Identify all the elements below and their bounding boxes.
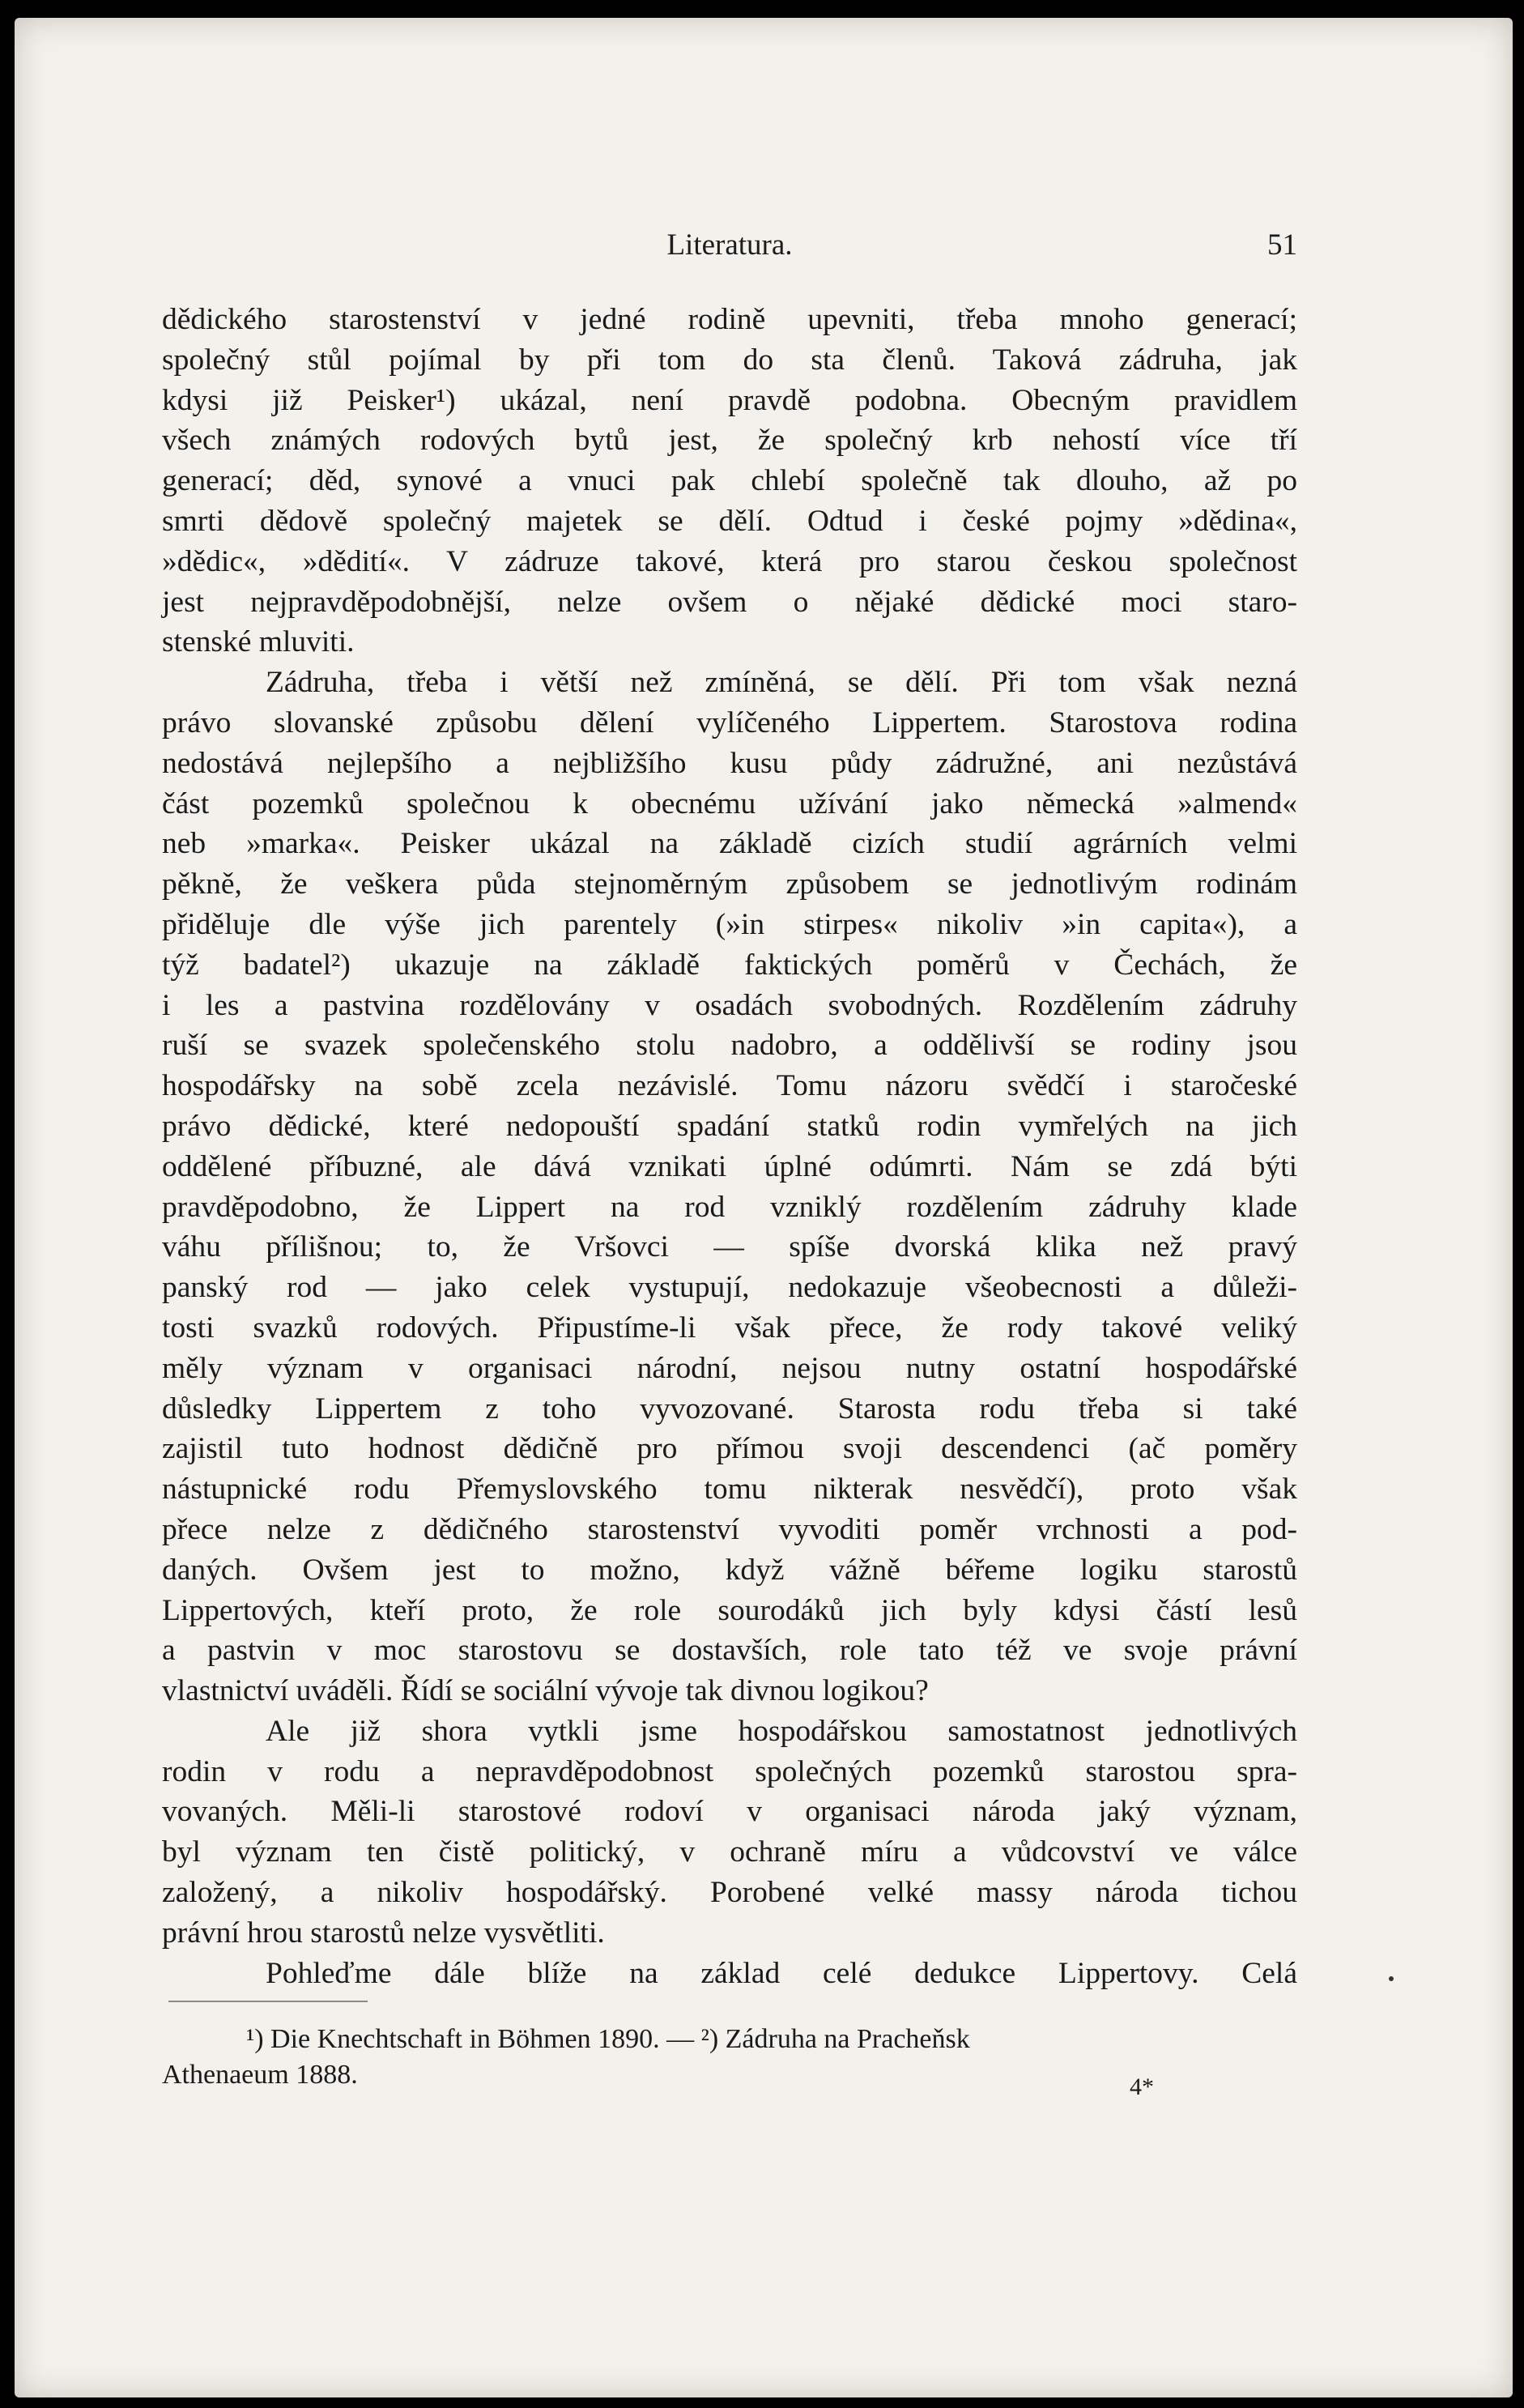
text-line: vovaných. Měli-li starostové rodoví v organisaci národa jaký význam,: [162, 1795, 1297, 1829]
text-line: zajistil tuto hodnost dědičně pro přímou svoji descendenci (ač poměry: [162, 1432, 1297, 1466]
text-line: rodin v rodu a nepravděpodobnost společných pozemků starostou spra-: [162, 1754, 1297, 1788]
text-line: ruší se svazek společenského stolu nadobro, a oddělivší se rodiny jsou: [162, 1029, 1297, 1063]
text-line: nedostává nejlepšího a nejbližšího kusu půdy zádružné, ani nezůstává: [162, 746, 1297, 780]
text-line: důsledky Lippertem z toho vyvozované. Starosta rodu třeba si také: [162, 1392, 1297, 1426]
text-line: právo slovanské způsobu dělení vylíčeného Lippertem. Starostova rodina: [162, 705, 1297, 739]
running-head: [162, 228, 1297, 268]
text-line: měly význam v organisaci národní, nejsou nutny ostatní hospodářské: [162, 1351, 1297, 1385]
footnote-divider: [168, 2001, 368, 2002]
text-line: tosti svazků rodových. Připustíme-li však přece, že rody takové veliký: [162, 1311, 1297, 1345]
footnotes: [162, 2022, 1297, 2093]
text-line: oddělené příbuzné, ale dává vznikati úplné odúmrti. Nám se zdá býti: [162, 1149, 1297, 1183]
text-line: pravděpodobno, že Lippert na rod vzniklý rozdělením zádruhy klade: [162, 1190, 1297, 1224]
text-line: smrti dědově společný majetek se dělí. Odtud i české pojmy »dědina«,: [162, 504, 1297, 538]
body-text: [162, 300, 1297, 1993]
text-line: část pozemků společnou k obecnému užívání jako německá »almend«: [162, 786, 1297, 820]
text-line: váhu přílišnou; to, že Vršovci — spíše dvorská klika než pravý: [162, 1230, 1297, 1264]
text-line: přece nelze z dědičného starostenství vyvoditi poměr vrchnosti a pod-: [162, 1512, 1297, 1546]
text-line: stenské mluviti.: [162, 625, 355, 659]
text-line: Ale již shora vytkli jsme hospodářskou samostatnost jednotlivých: [266, 1714, 1297, 1748]
text-line: právo dědické, které nedopouští spadání statků rodin vymřelých na jich: [162, 1109, 1297, 1143]
text-line: Lippertových, kteří proto, že role sourodáků jich byly kdysi částí lesů: [162, 1593, 1297, 1627]
text-line: jest nejpravděpodobnější, nelze ovšem o nějaké dědické moci staro-: [162, 585, 1297, 619]
footnote-line: Athenaeum 1888.: [162, 2060, 358, 2090]
text-line: hospodářsky na sobě zcela nezávislé. Tomu názoru svědčí i staročeské: [162, 1069, 1297, 1103]
text-line: a pastvin v moc starostovu se dostavších, role tato též ve svoje právní: [162, 1634, 1297, 1668]
text-line: dědického starostenství v jedné rodině upevniti, třeba mnoho generací;: [162, 303, 1297, 336]
text-line: pěkně, že veškera půda stejnoměrným způsobem se jednotlivým rodinám: [162, 867, 1297, 901]
text-line: společný stůl pojímal by při tom do sta členů. Taková zádruha, jak: [162, 343, 1297, 377]
text-line: nástupnické rodu Přemyslovského tomu nikterak nesvědčí), proto však: [162, 1473, 1297, 1507]
text-line: vlastnictví uváděli. Řídí se sociální vývoje tak divnou logikou?: [162, 1674, 929, 1708]
footnote-line: ¹) Die Knechtschaft in Böhmen 1890. — ²) Zádruha na Pracheňsk: [246, 2024, 970, 2054]
scan-speck: [1389, 1976, 1394, 1981]
text-line: kdysi již Peisker¹) ukázal, není pravdě podobna. Obecným pravidlem: [162, 383, 1297, 417]
text-line: Pohleďme dále blíže na základ celé dedukce Lippertovy. Celá: [266, 1956, 1297, 1990]
text-line: přiděluje dle výše jich parentely (»in stirpes« nikoliv »in capita«), a: [162, 907, 1297, 941]
text-line: právní hrou starostů nelze vysvětliti.: [162, 1916, 605, 1950]
page-number: 51: [1267, 228, 1297, 262]
text-line: všech známých rodových bytů jest, že společný krb nehostí více tří: [162, 424, 1297, 458]
text-line: neb »marka«. Peisker ukázal na základě cizích studií agrárních velmi: [162, 827, 1297, 861]
text-line: panský rod — jako celek vystupují, nedokazuje všeobecnosti a důleži-: [162, 1271, 1297, 1305]
text-line: založený, a nikoliv hospodářský. Porobené velké massy národa tichou: [162, 1876, 1297, 1910]
text-line: daných. Ovšem jest to možno, když vážně béřeme logiku starostů: [162, 1553, 1297, 1587]
text-line: byl význam ten čistě politický, v ochraně míru a vůdcovství ve válce: [162, 1835, 1297, 1869]
text-line: i les a pastvina rozdělovány v osadách svobodných. Rozdělením zádruhy: [162, 988, 1297, 1022]
text-line: Zádruha, třeba i větší než zmíněná, se dělí. Při tom však nezná: [266, 666, 1297, 700]
text-line: týž badatel²) ukazuje na základě faktických poměrů v Čechách, že: [162, 948, 1297, 982]
text-line: »dědic«, »dědití«. V zádruze takové, která pro starou českou společnost: [162, 544, 1297, 578]
signature-mark: 4*: [1130, 2073, 1154, 2100]
running-title: Literatura.: [666, 228, 793, 262]
text-line: generací; děd, synové a vnuci pak chlebí společně tak dlouho, až po: [162, 464, 1297, 498]
